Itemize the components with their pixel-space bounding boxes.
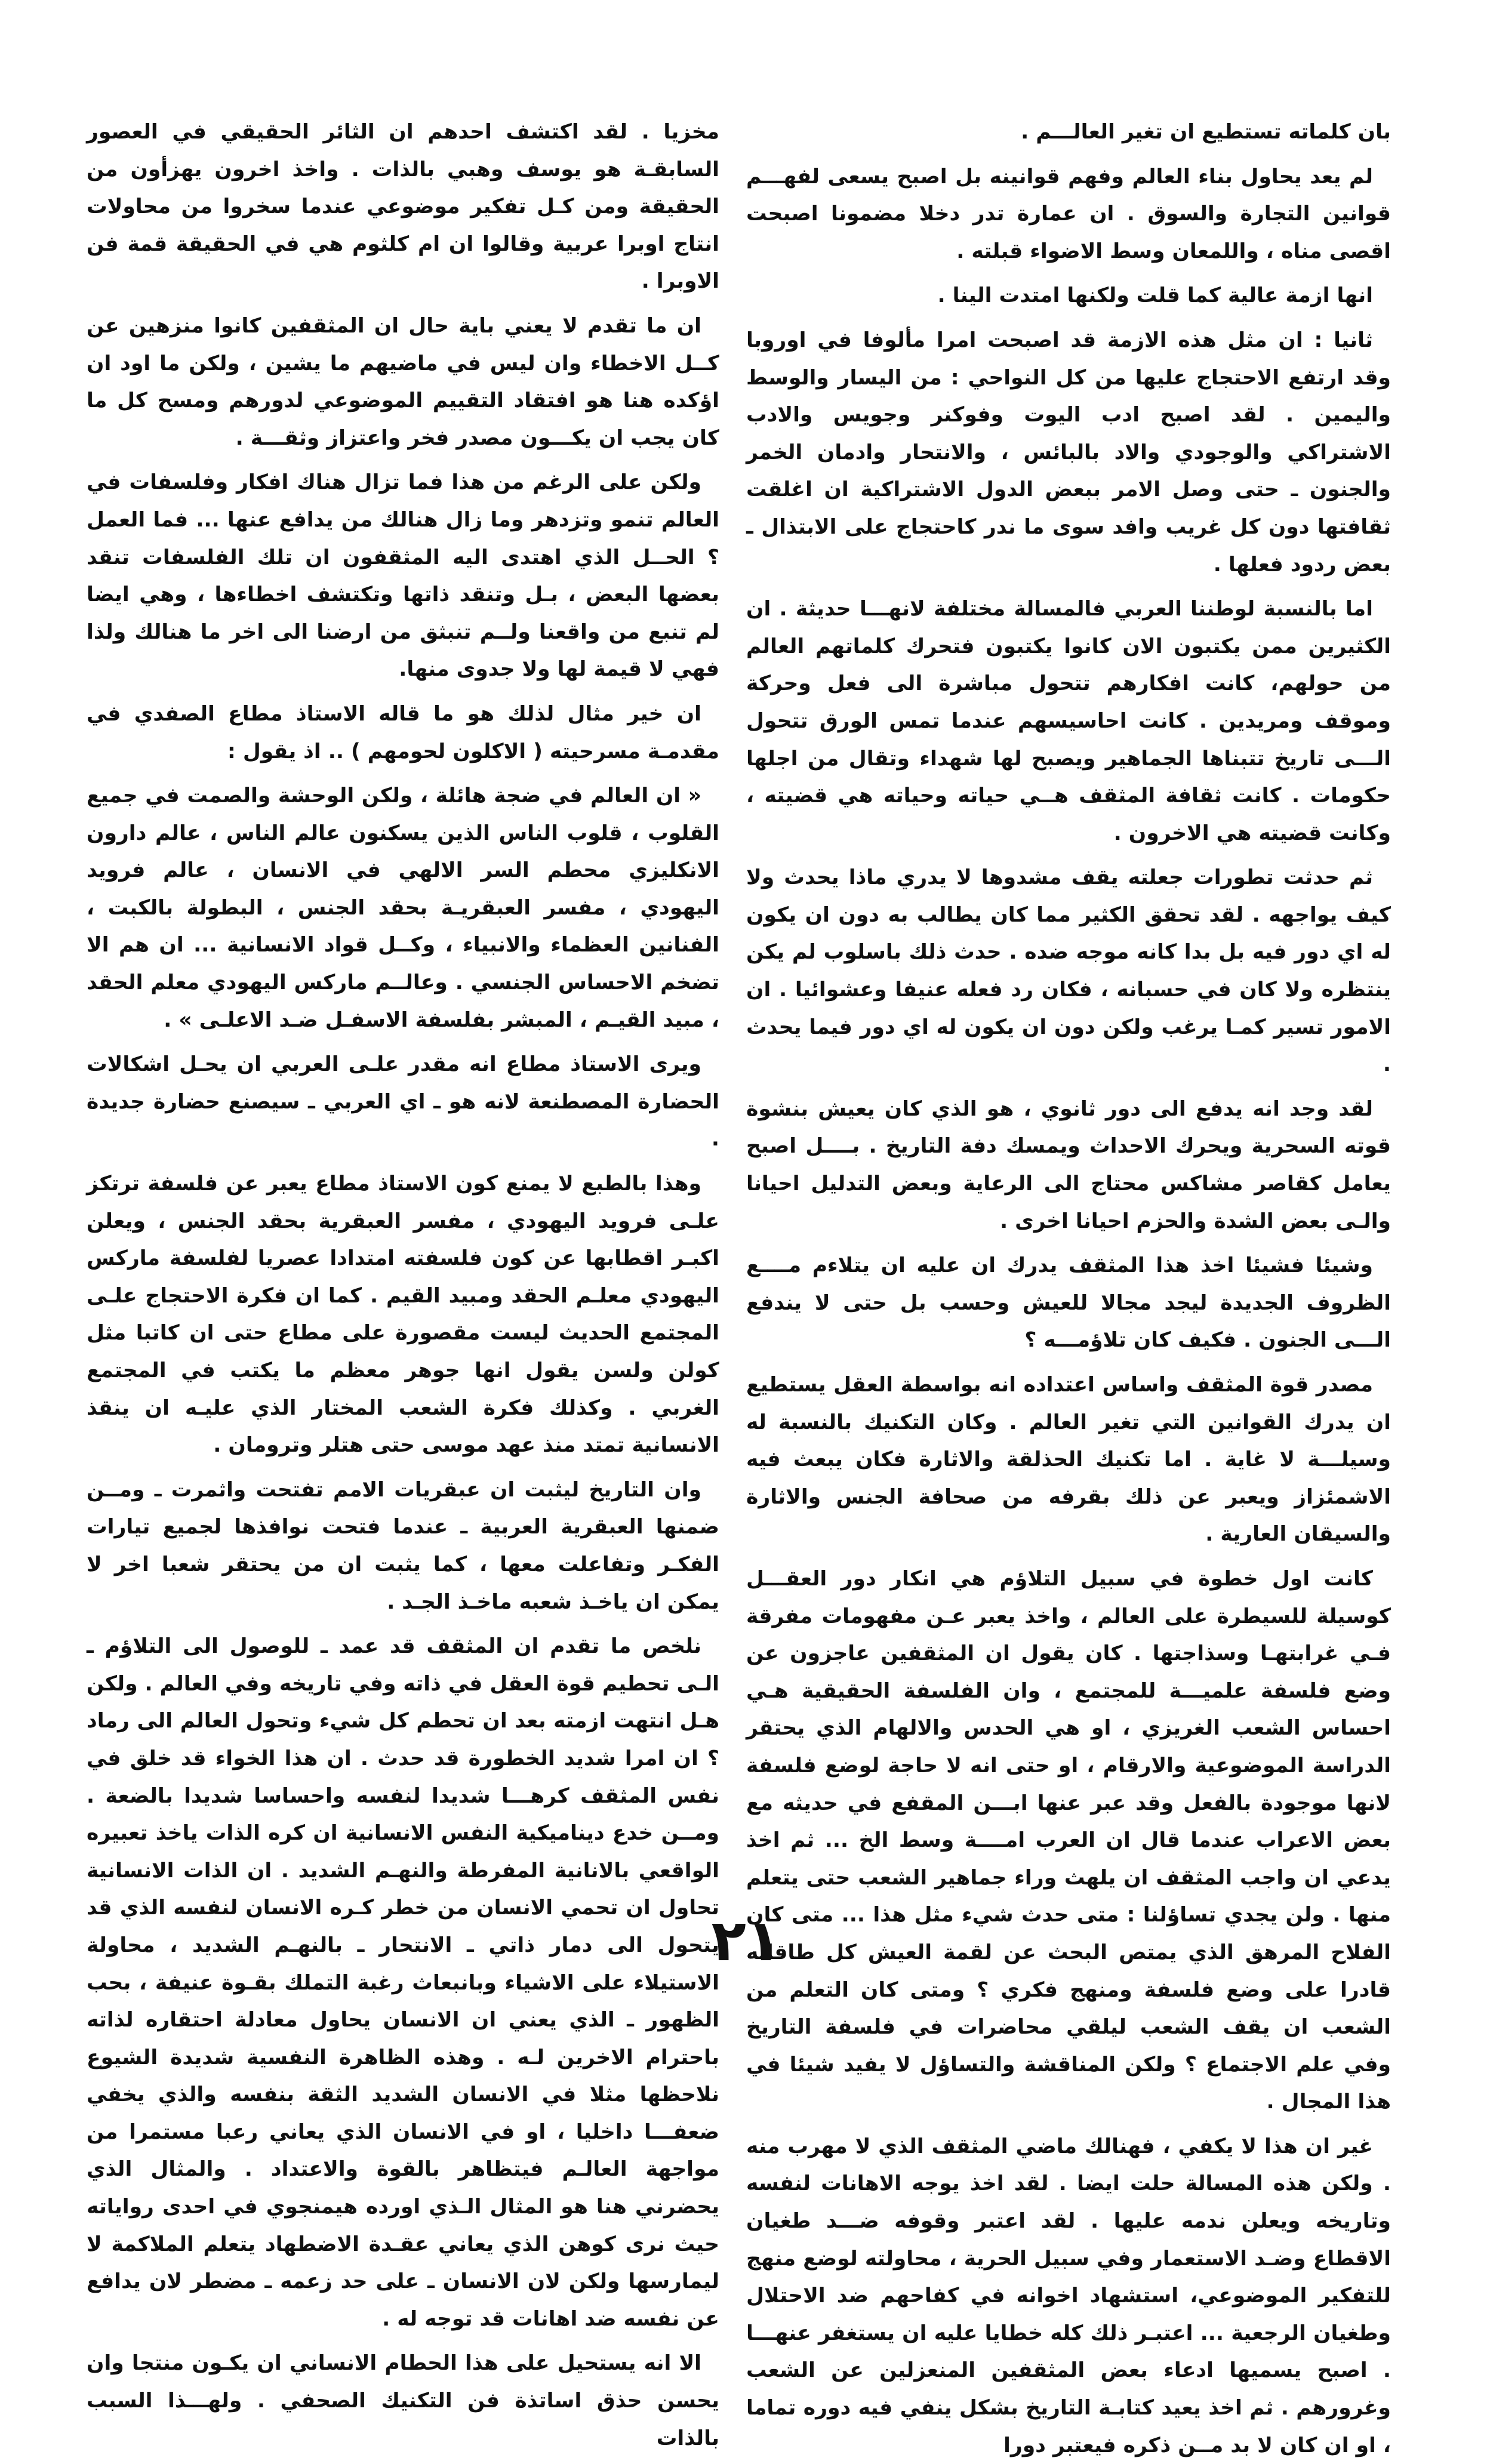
- paragraph: غير ان هذا لا يكفي ، فهنالك ماضي المثقف الذي لا مهرب منه . ولكن هذه المسالة حلت ايضا . لقد اخذ يوجه الاهانات لنفسه وتاريخه ويعلن ندمه عليها . لقد اعتبر وقوفه ضـــد طغيان الاقطاع وضـد الاستعمار وفي سبيل الحرية ، محاولته لوضع منهج للتفكير الموضوعي، استشهاد اخوانه في كفاحهم ضد الاحتلال وطغيان الرجعية ... اعتبـر ذلك كله خطايا عليه ان يستغفر عنهـــا . اصبح يسميها ادعاء بعض المثقفين المنعزلين عن الشعب وغرورهم . ثم اخذ يعيد كتابـة التاريخ بشكل ينفي فيه دوره تماما ، او ان كان لا بد مــن ذكره فيعتبر دورا: [746, 2134, 1391, 2457]
- page-number: ٢١: [711, 1907, 781, 1974]
- paragraph: ويرى الاستاذ مطاع انه مقدر علـى العربي ان يحـل اشكالات الحضارة المصطنعة لانه هو ـ اي العربي ـ سيصنع حضارة جديدة .: [87, 1052, 719, 1151]
- paragraph: بان كلماته تستطيع ان تغير العالـــم .: [1021, 120, 1391, 144]
- paragraph: لقد وجد انه يدفع الى دور ثانوي ، هو الذي كان يعيش بنشوة قوته السحرية ويحرك الاحداث ويمسك دفة التاريخ . بــــل اصبح يعامل كقاصر مشاكس محتاج الى الرعاية وبعض التدليل احيانا والـى بعض الشدة والحزم احيانا اخرى .: [746, 1097, 1391, 1233]
- paragraph: مصدر قوة المثقف واساس اعتداده انه بواسطة العقل يستطيع ان يدرك القوانين التي تغير العالم . وكان التكنيك بالنسبة له وسيلـــة لا غاية . اما تكنيك الحذلقة والاثارة فكان يبعث فيه الاشمئزاز ويعبر عن ذلك بقرفه من صحافة الجنس والاثارة والسيقان العارية .: [746, 1373, 1391, 1547]
- paragraph: ان ما تقدم لا يعني باية حال ان المثقفين كانوا منزهين عن كــل الاخطاء وان ليس في ماضيهم ما يشين ، ولكن ما اود ان اؤكده هنا هو افتقاد التقييم الموضوعي لدورهم ومسح كل ما كان يجب ان يكـــون مصدر فخر واعتزاز وثقـــة .: [87, 313, 719, 450]
- paragraph: كانت اول خطوة في سبيل التلاؤم هي انكار دور العقـــل كوسيلة للسيطرة على العالم ، واخذ يعبر عـن مفهومات مفرقة فـي غرابتهـا وسذاجتها . كان يقول ان المثقفين عاجزون عن وضع فلسفة علميـــة للمجتمع ، وان الفلسفة الحقيقية هـي احساس الشعب الغريزي ، او هي الحدس والالهام الذي يحتقر الدراسة الموضوعية والارقام ، او حتى انه لا حاجة لوضع فلسفة لانها موجودة بالفعل وقد عبر عنها ابـــن المقفع في حديثه مع بعض الاعراب عندما قال ان العرب امــــة وسط الخ ... ثم اخذ يدعي ان واجب المثقف ان يلهث وراء جماهير الشعب حتى يتعلم منها . ولن يجدي تساؤلنا : متى حدث شيء مثل هذا ... متى كان الفلاح المرهق الذي يمتص البحث عن لقمة العيش كل طاقاته قادرا على وضع فلسفة ومنهج فكري ؟ ومتى كان التعلم من الشعب ان يقف الشعب ليلقي محاضرات في فلسفة التاريخ وفي علم الاجتماع ؟ ولكن المناقشة والتساؤل لا يفيد شيئا في هذا المجال .: [746, 1566, 1391, 2114]
- paragraph: ثانيا : ان مثل هذه الازمة قد اصبحت امرا مألوفا في اوروبا وقد ارتفع الاحتجاج عليها من كل النواحي : من اليسار والوسط واليمين . لقد اصبح ادب اليوت وفوكنر وجويس والادب الاشتراكي والوجودي والاد بالبائس ، والانتحار وادمان الخمر والجنون ـ حتى وصل الامر ببعض الدول الاشتراكية ان اغلقت ثقافتها دون كل غريب وافد سوى ما ندر كاحتجاج على الابتذال ـ بعض ردود فعلها .: [746, 328, 1391, 577]
- paragraph: نلخص ما تقدم ان المثقف قد عمد ـ للوصول الى التلاؤم ـ الـى تحطيم قوة العقل في ذاته وفي تاريخه وفي العالم . ولكن هـل انتهت ازمته بعد ان تحطم كل شيء وتحول العالم الى رماد ؟ ان امرا شديد الخطورة قد حدث . ان هذا الخواء قد خلق في نفس المثقف كرهـــا شديدا لنفسه واحساسا شديدا بالضعة . ومــن خدع ديناميكية النفس الانسانية ان كره الذات ياخذ تعبيره الواقعي بالانانية المفرطة والنهـم الشديد . ان الذات الانسانية تحاول ان تحمي الانسان من خطر كـره الانسان لنفسه الذي قد يتحول الى دمار ذاتي ـ الانتحار ـ بالنهـم الشديد ، محاولة الاستيلاء على الاشياء وبانبعاث رغبة التملك بقـوة عنيفة ، بحب الظهور ـ الذي يعني ان الانسان يحاول معادلة احتقاره لذاته باحترام الاخرين لـه . وهذه الظاهرة النفسية شديدة الشيوع نلاحظها مثلا في الانسان الشديد الثقة بنفسه والذي يخفي ضعفـــا داخليا ، او في الانسان الذي يعاني رعبا مستمرا من مواجهة العالـم فيتظاهر بالقوة والاعتداد . والمثال الذي يحضرني هنا هو المثال الـذي اورده هيمنجوي في احدى رواياته حيث نرى كوهن الذي يعاني عقـدة الاضطهاد يتعلم الملاكمة لا ليمارسها ولكن لان الانسان ـ على حد زعمه ـ مضطر لان يدافع عن نفسه ضد اهانات قد توجه له .: [87, 1634, 719, 2331]
- paragraph: وهذا بالطبع لا يمنع كون الاستاذ مطاع يعبر عن فلسفة ترتكز علـى فرويد اليهودي ، مفسر العبقرية بحقد الجنس ، ويعلن اكبـر اقطابها عن كون فلسفته امتدادا عصريا لفلسفة ماركس اليهودي معلـم الحقد ومبيد القيم . كما ان فكرة الاحتجاج علـى المجتمع الحديث ليست مقصورة على مطاع حتى ان كاتبا مثل كولن ولسن يقول انها جوهر معظم ما يكتب في المجتمع الغربي . وكذلك فكرة الشعب المختار الذي عليـه ان ينقذ الانسانية تمتد منذ عهد موسى حتى هتلر وترومان .: [87, 1172, 719, 1458]
- left-text-column: [87, 113, 719, 2450]
- paragraph: مخزيا . لقد اكتشف احدهم ان الثائر الحقيقي في العصور السابقـة هو يوسف وهبي بالذات . واخذ اخرون يهزأون من الحقيقة ومن كـل تفكير موضوعي عندما سخروا من محاولات انتاج اوبرا عربية وقالوا ان ام كلثوم هي في الحقيقة قمة فن الاوبرا .: [87, 120, 719, 294]
- paragraph: ولكن على الرغم من هذا فما تزال هناك افكار وفلسفات في العالم تنمو وتزدهر وما زال هنالك من يدافع عنها ... فما العمل ؟ الحــل الذي اهتدى اليه المثقفون ان تلك الفلسفات تنقد بعضها البعض ، بـل وتنقد ذاتها وتكتشف اخطاءها ، وهي ايضا لم تنبع من واقعنا ولــم تنبثق من ارضنا الى اخر ما هنالك ولذا فهي لا قيمة لها ولا جدوى منها.: [87, 470, 719, 682]
- paragraph: لم يعد يحاول بناء العالم وفهم قوانينه بل اصبح يسعى لفهـــم قوانين التجارة والسوق . ان عمارة تدر دخلا مضمونا اصبحت اقصى مناه ، واللمعان وسط الاضواء قبلته .: [746, 164, 1391, 263]
- paragraph: الا انه يستحيل على هذا الحطام الانساني ان يكـون منتجا وان يحسن حذق اساتذة فن التكنيك الصحفي . ولهـــذا السبب بالذات: [87, 2351, 719, 2450]
- paragraph: وشيئا فشيئا اخذ هذا المثقف يدرك ان عليه ان يتلاءم مــــع الظروف الجديدة ليجد مجالا للعيش وحسب بل حتى لا يندفع الـــى الجنون . فكيف كان تلاؤمـــه ؟: [746, 1253, 1391, 1353]
- paragraph: ثم حدثت تطورات جعلته يقف مشدوها لا يدري ماذا يحدث ولا كيف يواجهه . لقد تحقق الكثير مما كان يطالب به دون ان يكون له اي دور فيه بل بدا كانه موجه ضده . حدث ذلك باسلوب لم يكن ينتظره ولا كان في حسبانه ، فكان رد فعله عنيفا وعشوائيا . ان الامور تسير كمـا يرغب ولكن دون ان يكون له اي دور فيما يحدث .: [746, 866, 1391, 1077]
- paragraph: وان التاريخ ليثبت ان عبقريات الامم تفتحت واثمرت ـ ومــن ضمنها العبقرية العربية ـ عندما فتحت نوافذها لجميع تيارات الفكـر وتفاعلت معها ، كما يثبت ان من يحتقر شعبا اخر لا يمكن ان ياخـذ شعبه ماخـذ الجـد .: [87, 1477, 719, 1614]
- paragraph: « ان العالم في ضجة هائلة ، ولكن الوحشة والصمت في جميع القلوب ، قلوب الناس الذين يسكنون عالم الناس ، عالم دارون الانكليزي محطم السر الالهي في الانسان ، عالم فرويد اليهودي ، مفسر العبقريـة بحقد الجنس ، البطولة بالكبت ، الفنانين العظماء والانبياء ، وكــل قواد الانسانية ... ان هم الا تضخم الاحساس الجنسي . وعالــم ماركس اليهودي معلم الحقد ، مبيد القيـم ، المبشر بفلسفة الاسفـل ضـد الاعلـى » .: [87, 784, 719, 1032]
- paragraph: ان خير مثال لذلك هو ما قاله الاستاذ مطاع الصفدي في مقدمـة مسرحيته ( الاكلون لحومهم ) .. اذ يقول :: [87, 701, 719, 763]
- paragraph: انها ازمة عالية كما قلت ولكنها امتدت الينا .: [937, 284, 1373, 308]
- paragraph: اما بالنسبة لوطننا العربي فالمسالة مختلفة لانهـــا حديثة . ان الكثيرين ممن يكتبون الان كانوا يكتبون فتحرك كلماتهم العالم من حولهم، كانت افكارهم تتحول مباشرة الى فعل وحركة وموقف ومريدين . كانت احاسيسهم عندما تمس الورق تتحول الـــى تاريخ تتبناها الجماهير ويصبح لها شهداء وتقال من اجلها حكومات . كانت ثقافة المثقف هــي حياته وحياته هي قضيته ، وكانت قضيته هي الاخرون .: [746, 597, 1391, 845]
